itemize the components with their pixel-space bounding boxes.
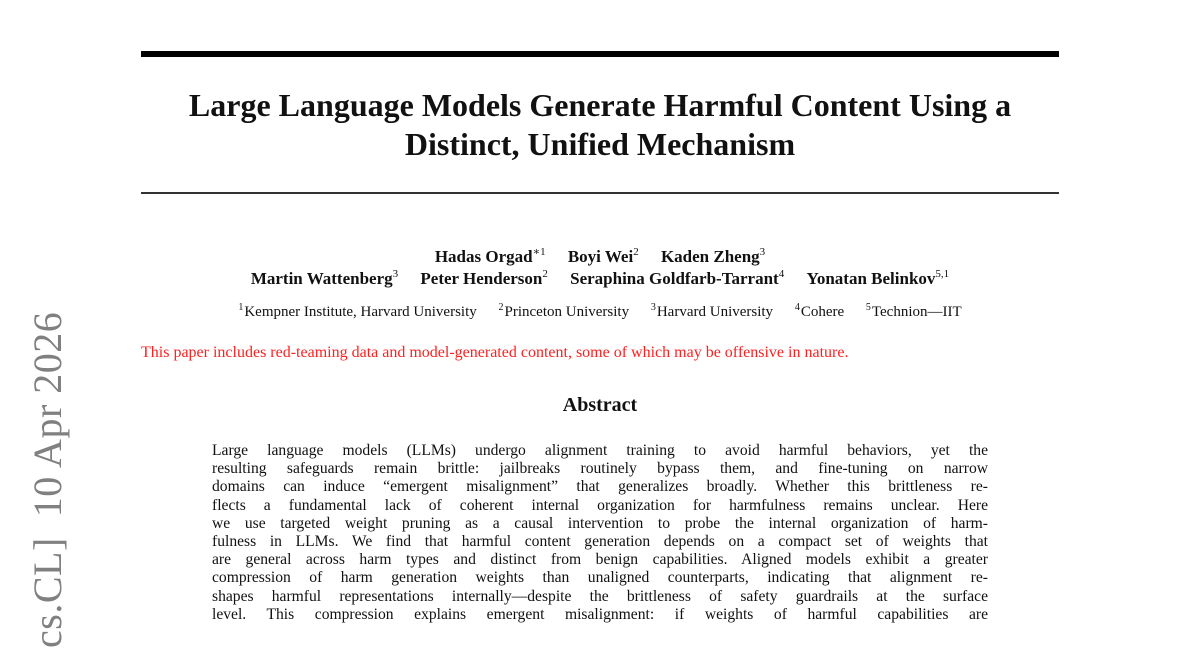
- title-top-rule: [141, 51, 1059, 57]
- title-line-2: Distinct, Unified Mechanism: [404, 126, 796, 162]
- abstract-line: we use targeted weight pruning as a causal intervention to probe the internal organization of harm-: [212, 514, 988, 532]
- content-warning: This paper includes red-teaming data and model-generated content, some of which may be offensive in nature.: [141, 344, 849, 361]
- author-row-2: [141, 268, 1059, 290]
- author: Martin Wattenberg$^3$: [250, 268, 399, 288]
- abstract-line: flects a fundamental lack of coherent internal organization for harmfulness remains unclear. Here: [212, 496, 988, 514]
- abstract-line: domains can induce “emergent misalignment” that generalizes broadly. Whether this brittleness re-: [212, 478, 988, 496]
- abstract-line: resulting safeguards remain brittle: jailbreaks routinely bypass them, and fine-tuning on narrow: [212, 460, 988, 478]
- abstract-heading: Abstract: [562, 394, 638, 416]
- abstract-line: are general across harm types and distinct from benign capabilities. Aligned models exhibit a greater: [212, 551, 988, 569]
- abstract-line: Large language models (LLMs) undergo alignment training to avoid harmful behaviors, yet the: [212, 442, 988, 459]
- abstract-line: shapes harmful representations internally—despite the brittleness of safety guardrails at the surface: [212, 587, 988, 605]
- author: Boyi Wei$^2$: [567, 246, 639, 266]
- author: Yonatan Belinkov$^{5,1}$: [806, 268, 950, 288]
- affiliation-list: [141, 302, 1059, 322]
- affiliation: $^4$Cohere: [794, 302, 845, 320]
- abstract-body: [212, 442, 988, 624]
- title-bottom-rule: [141, 192, 1059, 194]
- arxiv-category: cs.CL]: [25, 537, 70, 648]
- abstract-line: compression of harm generation weights than unaligned counterparts, indicating that alignment re-: [212, 569, 988, 587]
- affiliation: $^5$Technion—IIT: [865, 302, 962, 320]
- affiliation: $^2$Princeton University: [498, 302, 630, 320]
- author: Kaden Zheng$^3$: [660, 246, 766, 266]
- author-row-1: [141, 246, 1059, 268]
- paper-title: [141, 86, 1059, 164]
- abstract-line: level. This compression explains emergent misalignment: if weights of harmful capabilities are: [212, 605, 988, 623]
- author-list: [141, 246, 1059, 290]
- author: Peter Henderson$^2$: [420, 268, 548, 288]
- affiliation: $^3$Harvard University: [650, 302, 774, 320]
- author: Hadas Orgad$^{∗1}$: [434, 246, 546, 266]
- author: Seraphina Goldfarb-Tarrant$^4$: [570, 268, 785, 288]
- arxiv-date: 10 Apr 2026: [25, 311, 70, 518]
- abstract-line: fulness in LLMs. We find that harmful content generation depends on a compact set of weights that: [212, 532, 988, 550]
- affiliation: $^1$Kempner Institute, Harvard University: [238, 302, 477, 320]
- arxiv-side-stamp: [25, 311, 70, 648]
- title-line-1: Large Language Models Generate Harmful Content Using a: [188, 87, 1012, 123]
